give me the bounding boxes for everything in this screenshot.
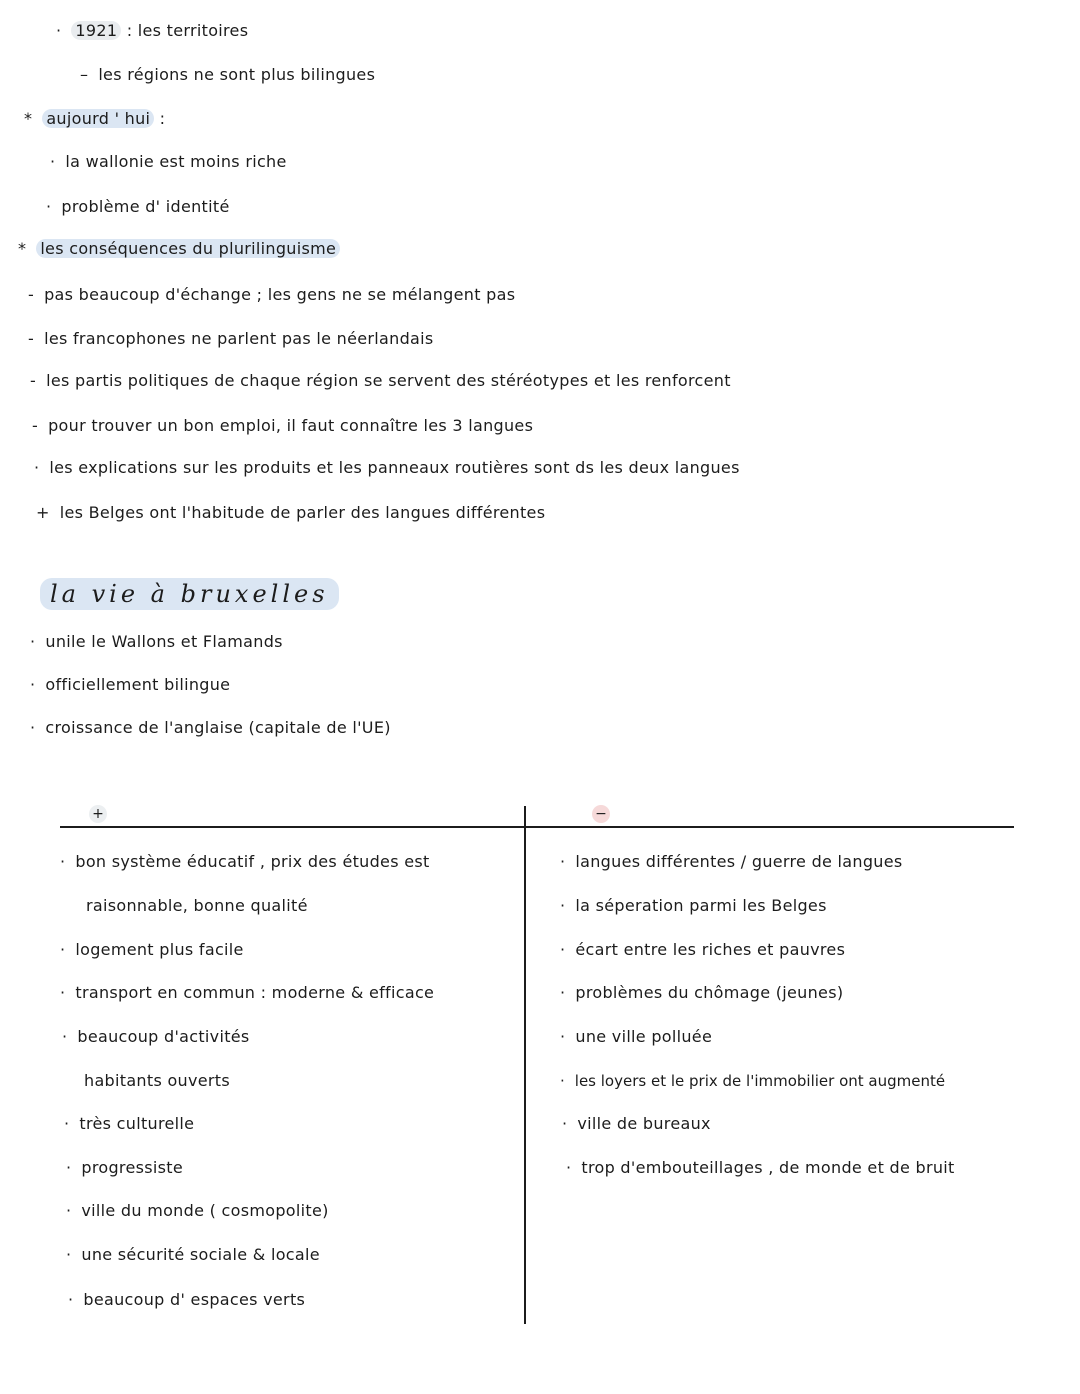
plus-item	[60, 939, 244, 961]
note-line	[50, 151, 287, 173]
bullet-marker: ·	[34, 458, 40, 477]
bullet-marker: ·	[46, 197, 52, 216]
minus-item	[560, 1026, 712, 1048]
bullet-marker: -	[30, 371, 37, 390]
table-header-rule	[60, 826, 1014, 828]
bullet-marker: ·	[56, 21, 62, 40]
section-item-text: officiellement bilingue	[45, 675, 231, 694]
plus-item-text: ville du monde ( cosmopolite)	[81, 1201, 329, 1220]
plus-item	[60, 851, 430, 873]
bullet-marker: ·	[560, 1027, 566, 1046]
bullet-marker: ·	[60, 983, 66, 1002]
bullet-marker: ·	[66, 1158, 72, 1177]
note-line	[30, 370, 731, 392]
section-item	[30, 631, 283, 653]
plus-item-text: bon système éducatif , prix des études est	[75, 852, 430, 871]
note-line	[24, 108, 165, 130]
note-line	[36, 502, 545, 524]
minus-item-text: les loyers et le prix de l'immobilier ont augmenté	[574, 1072, 946, 1090]
plus-item-text: transport en commun : moderne & efficace	[75, 983, 435, 1002]
minus-item-text: ville de bureaux	[577, 1114, 711, 1133]
plus-item	[66, 1200, 329, 1222]
plus-item-text: beaucoup d' espaces verts	[83, 1290, 306, 1309]
bullet-marker: -	[28, 285, 35, 304]
section-item	[30, 717, 391, 739]
table-column-divider	[524, 806, 526, 1324]
plus-item	[64, 1113, 194, 1135]
bullet-marker: *	[18, 239, 27, 258]
bullet-marker: ·	[68, 1290, 74, 1309]
minus-item	[560, 851, 903, 873]
note-line	[80, 64, 375, 86]
plus-item-text: logement plus facile	[75, 940, 244, 959]
bullet-marker: +	[36, 503, 50, 522]
plus-item	[66, 1244, 320, 1266]
minus-item-text: trop d'embouteillages , de monde et de bruit	[581, 1158, 955, 1177]
bullet-marker: ·	[30, 675, 36, 694]
minus-item-text: la séperation parmi les Belges	[575, 896, 827, 915]
plus-item	[68, 1289, 305, 1311]
plus-item-text: une sécurité sociale & locale	[81, 1245, 320, 1264]
plus-item-text: beaucoup d'activités	[77, 1027, 250, 1046]
note-text: pas beaucoup d'échange ; les gens ne se mélangent pas	[44, 285, 516, 304]
date-highlight: 1921	[71, 21, 121, 40]
note-text: les francophones ne parlent pas le néerlandais	[44, 329, 434, 348]
section-title: la vie à bruxelles	[40, 578, 339, 610]
section-item-text: unile le Wallons et Flamands	[45, 632, 283, 651]
bullet-marker: ·	[50, 152, 56, 171]
bullet-marker: ·	[560, 983, 566, 1002]
note-text: les explications sur les produits et les panneaux routières sont ds les deux langues	[49, 458, 740, 477]
minus-item-text: langues différentes / guerre de langues	[575, 852, 903, 871]
section-item	[30, 674, 230, 696]
bullet-marker: ·	[60, 852, 66, 871]
bullet-marker: ·	[60, 940, 66, 959]
minus-item	[566, 1157, 955, 1179]
bullet-marker: ·	[560, 852, 566, 871]
bullet-marker: ·	[62, 1027, 68, 1046]
bullet-marker: ·	[66, 1245, 72, 1264]
bullet-marker: –	[80, 65, 89, 84]
note-line	[32, 415, 533, 437]
minus-item	[560, 939, 845, 961]
minus-item-text: problèmes du chômage (jeunes)	[575, 983, 844, 1002]
plus-item-text: habitants ouverts	[84, 1071, 230, 1090]
note-line	[28, 284, 515, 306]
heading-highlight: aujourd ' hui	[42, 109, 154, 128]
bullet-marker: -	[28, 329, 35, 348]
plus-item	[66, 1157, 183, 1179]
plus-item	[84, 1070, 230, 1092]
bullet-marker: -	[32, 416, 39, 435]
bullet-marker: ·	[562, 1114, 568, 1133]
note-line	[56, 20, 248, 42]
minus-item-text: une ville polluée	[575, 1027, 713, 1046]
plus-item	[86, 895, 308, 917]
note-line	[28, 328, 434, 350]
bullet-marker: ·	[64, 1114, 70, 1133]
heading-highlight: les conséquences du plurilinguisme	[36, 239, 340, 258]
note-text: problème d' identité	[61, 197, 230, 216]
note-line	[34, 457, 740, 479]
note-text: :	[154, 109, 166, 128]
plus-item	[62, 1026, 250, 1048]
minus-item-text: écart entre les riches et pauvres	[575, 940, 846, 959]
bullet-marker: ·	[560, 940, 566, 959]
bullet-marker: ·	[566, 1158, 572, 1177]
note-text: les régions ne sont plus bilingues	[98, 65, 376, 84]
note-text: pour trouver un bon emploi, il faut connaître les 3 langues	[48, 416, 534, 435]
plus-item-text: raisonnable, bonne qualité	[86, 896, 308, 915]
note-text: les Belges ont l'habitude de parler des langues différentes	[59, 503, 546, 522]
plus-column-header: +	[89, 805, 107, 823]
bullet-marker: ·	[560, 1072, 565, 1090]
minus-item	[560, 982, 843, 1004]
note-text: : les territoires	[121, 21, 249, 40]
note-text: la wallonie est moins riche	[65, 152, 287, 171]
plus-item-text: progressiste	[81, 1158, 183, 1177]
section-item-text: croissance de l'anglaise (capitale de l'UE)	[45, 718, 391, 737]
note-text: les partis politiques de chaque région se servent des stéréotypes et les renforcent	[46, 371, 731, 390]
bullet-marker: ·	[66, 1201, 72, 1220]
minus-item	[562, 1113, 711, 1135]
bullet-marker: ·	[560, 896, 566, 915]
note-line	[18, 238, 340, 260]
bullet-marker: ·	[30, 632, 36, 651]
plus-item	[60, 982, 434, 1004]
bullet-marker: *	[24, 109, 33, 128]
minus-item	[560, 1070, 945, 1092]
note-line	[46, 196, 230, 218]
minus-column-header: −	[592, 805, 610, 823]
minus-item	[560, 895, 827, 917]
plus-item-text: très culturelle	[79, 1114, 195, 1133]
bullet-marker: ·	[30, 718, 36, 737]
